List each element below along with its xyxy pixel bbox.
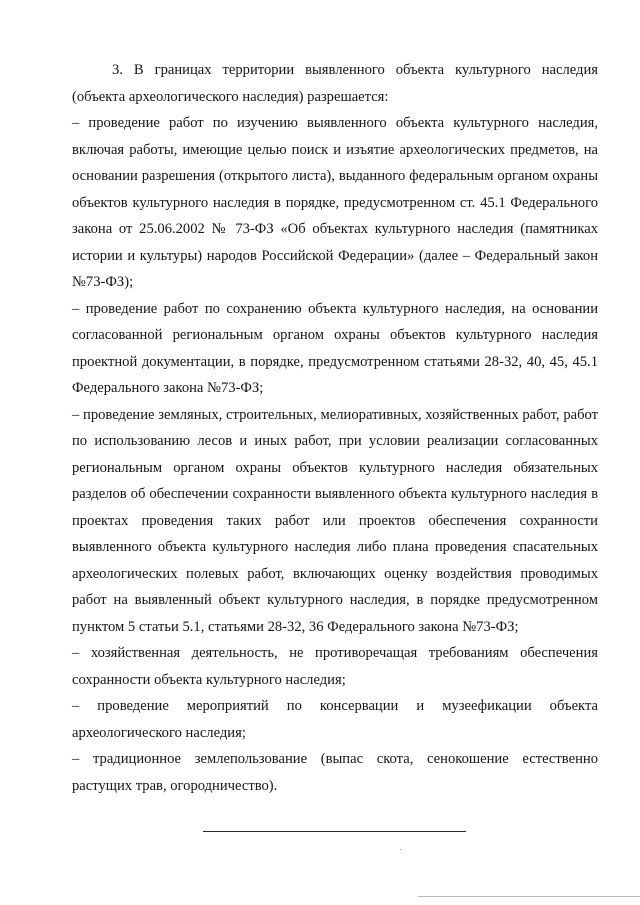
intro-paragraph: 3. В границах территории выявленного объекта культурного наследия (объекта археологического наследия) разрешается:	[72, 62, 598, 105]
document-body	[72, 57, 598, 799]
end-divider	[203, 831, 466, 832]
list-item: – проведение работ по сохранению объекта культурного наследия, на основании согласованной региональным органом охраны объектов культурного наследия проектной документации, в порядке, предусмотренном статьями 28-32, 40, 45, 45.1 Федерального закона №73-ФЗ;	[72, 300, 598, 396]
list-item: – проведение работ по изучению выявленного объекта культурного наследия, включая работы, имеющие целью поиск и изъятие археологических предметов, на основании разрешения (открытого листа), выданного федеральным органом охраны объектов культурного наследия в порядке, предусмотренном ст. 45.1 Федерального закона от 25.06.2002 № 73-ФЗ «Об объектах культурного наследия (памятниках истории и культуры) народов Российской Федерации» (далее – Федеральный закон №73-ФЗ);	[72, 115, 598, 290]
list-item: – традиционное землепользование (выпас скота, сенокошение естественно растущих трав, огородничество).	[72, 751, 598, 794]
list-item: – проведение мероприятий по консервации и музеефикации объекта археологического наследия;	[72, 698, 598, 741]
scan-artifact	[400, 849, 401, 850]
list-item: – хозяйственная деятельность, не противоречащая требованиям обеспечения сохранности объекта культурного наследия;	[72, 645, 598, 688]
scan-edge-line	[418, 896, 640, 897]
list-item: – проведение земляных, строительных, мелиоративных, хозяйственных работ, работ по использованию лесов и иных работ, при условии реализации согласованных региональным органом охраны объектов культурного наследия обязательных разделов об обеспечении сохранности выявленного объекта культурного наследия в проектах проведения таких работ или проектов обеспечения сохранности выявленного объекта культурного наследия либо плана проведения спасательных археологических полевых работ, включающих оценку воздействия проводимых работ на выявленный объект культурного наследия, в порядке предусмотренном пунктом 5 статьи 5.1, статьями 28-32, 36 Федерального закона №73-ФЗ;	[72, 406, 598, 635]
